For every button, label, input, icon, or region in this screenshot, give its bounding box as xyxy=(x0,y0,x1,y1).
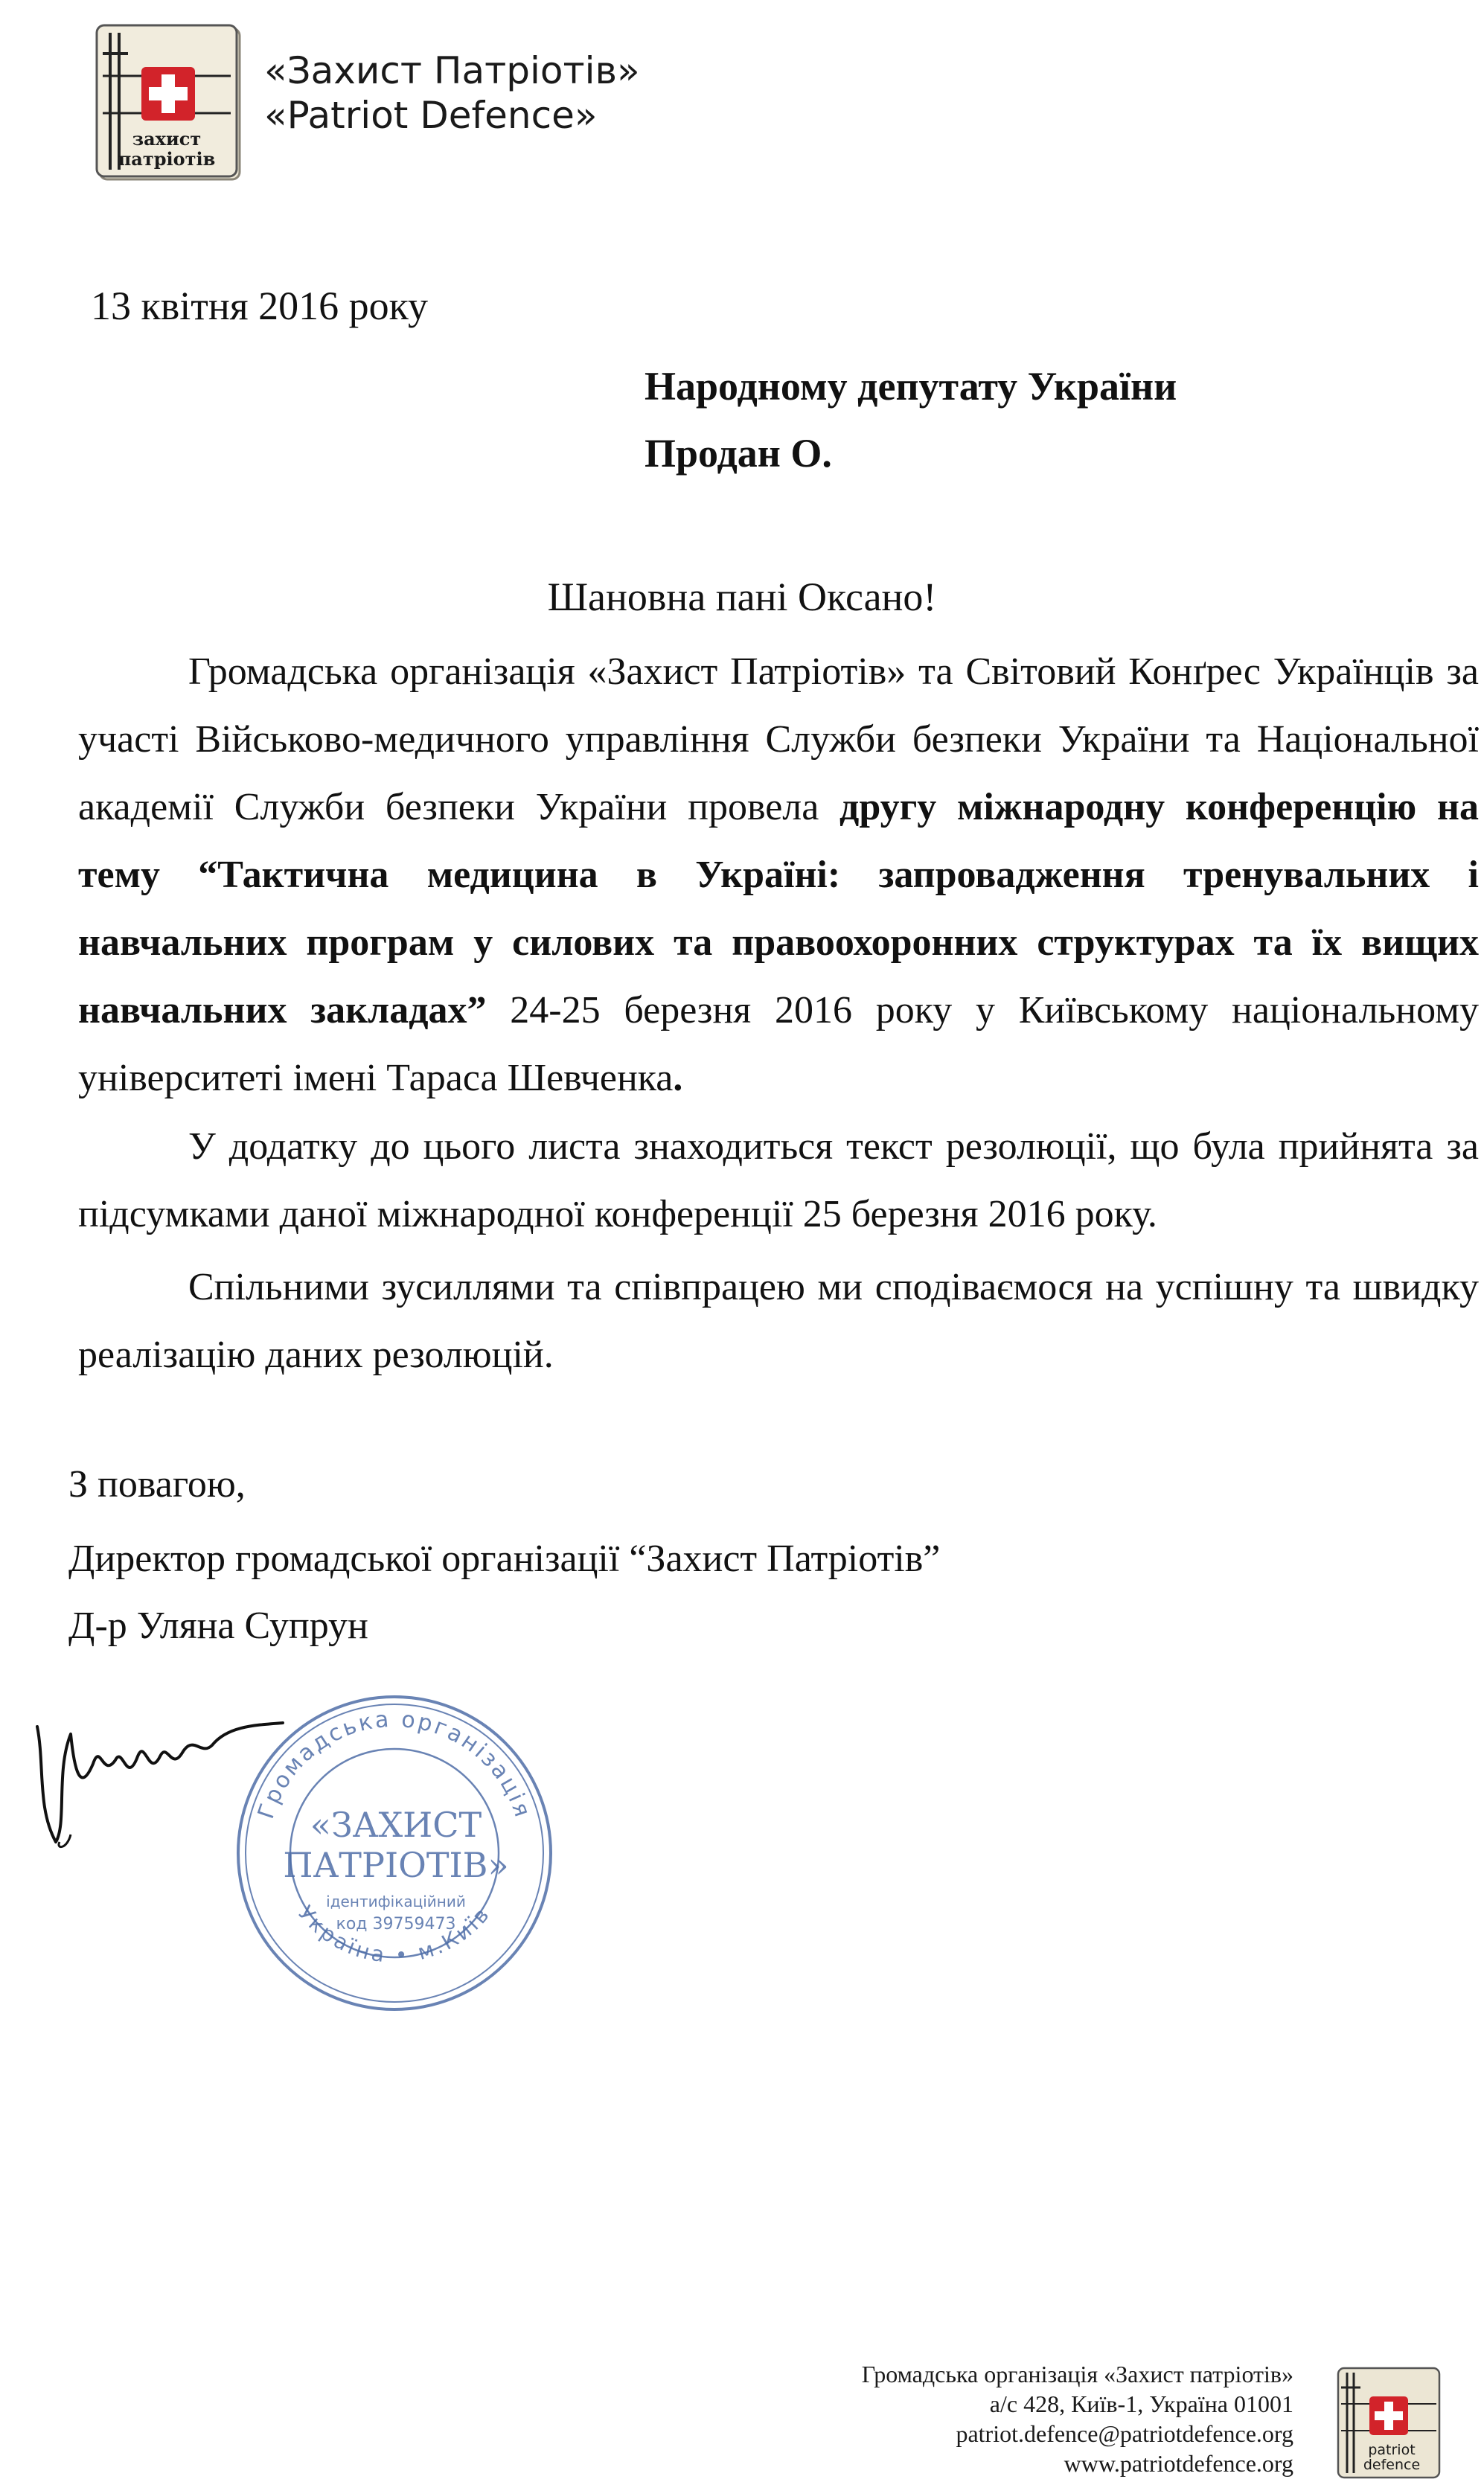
signatory-title: Директор громадської організації “Захист Патріотів” xyxy=(68,1538,941,1580)
stamp-ring-bottom: Україна • м.Київ xyxy=(292,1901,496,1968)
svg-text:Україна • м.Київ xyxy=(293,1901,496,1968)
body-paragraph-3: Спільними зусиллями та співпрацею ми сподіваємося на успішну та швидку реалізацію даних резолюцій. xyxy=(78,1266,1479,1376)
stamp-id-code: код 39759473 xyxy=(336,1915,456,1934)
footer-email-link[interactable]: patriot.defence@patriotdefence.org xyxy=(956,2420,1293,2447)
conference-title: другу міжнародну конференцію на тему “Тактична медицина в Україні: запровадження тренувальних і навчальних програм у силових та правоохоронних структурах та їх вищих навчальних закладах” xyxy=(78,786,1479,1031)
footer-logo-text-2: defence xyxy=(1363,2457,1421,2473)
footer-address: а/с 428, Київ-1, Україна 01001 xyxy=(989,2390,1293,2417)
signatory-name: Д-р Уляна Супрун xyxy=(68,1605,368,1647)
footer-org-name: Громадська організація «Захист патріотів» xyxy=(861,2361,1293,2387)
letter-date: 13 квітня 2016 року xyxy=(91,284,429,328)
logo-text-2: патріотів xyxy=(118,148,216,170)
paragraph-1-intro: Громадська організація «Захист Патріотів» та Світовий Конґрес Українців за участі Військово-медичного управління Служби безпеки України та Національної академії Служби безпеки України провела xyxy=(78,650,1479,828)
body-paragraph-1 xyxy=(78,638,1479,1112)
recipient-title: Народному депутату України xyxy=(645,364,1177,409)
closing-regards: З повагою, xyxy=(68,1463,246,1506)
recipient-name: Продан О. xyxy=(645,431,832,476)
paragraph-1-outro: 24-25 березня 2016 року у Київському національному університеті імені Тараса Шевченка xyxy=(78,989,1479,1099)
logo-text-1: захист xyxy=(132,128,202,150)
footer-logo xyxy=(1332,2365,1445,2481)
footer-website-link[interactable]: www.patriotdefence.org xyxy=(1064,2450,1293,2477)
body-paragraph-2: У додатку до цього листа знаходиться текст резолюції, що була прийнята за підсумками даної міжнародної конференції 25 березня 2016 року. xyxy=(78,1125,1479,1235)
salutation: Шановна пані Оксано! xyxy=(547,575,937,619)
org-name-english: «Patriot Defence» xyxy=(264,94,598,137)
paragraph-1-end: . xyxy=(673,1057,683,1099)
stamp-id-label: ідентифікаційний xyxy=(326,1893,466,1910)
stamp-center-2: ПАТРІОТІВ» xyxy=(283,1845,509,1885)
footer-logo-text-1: patriot xyxy=(1368,2442,1416,2458)
stamp-center-1: «ЗАХИСТ xyxy=(310,1805,482,1845)
org-name-ukrainian: «Захист Патріотів» xyxy=(264,49,640,92)
org-logo xyxy=(89,24,246,184)
stamp-ring-top: Громадська організація xyxy=(252,1706,537,1823)
handwritten-signature xyxy=(15,1682,327,1853)
